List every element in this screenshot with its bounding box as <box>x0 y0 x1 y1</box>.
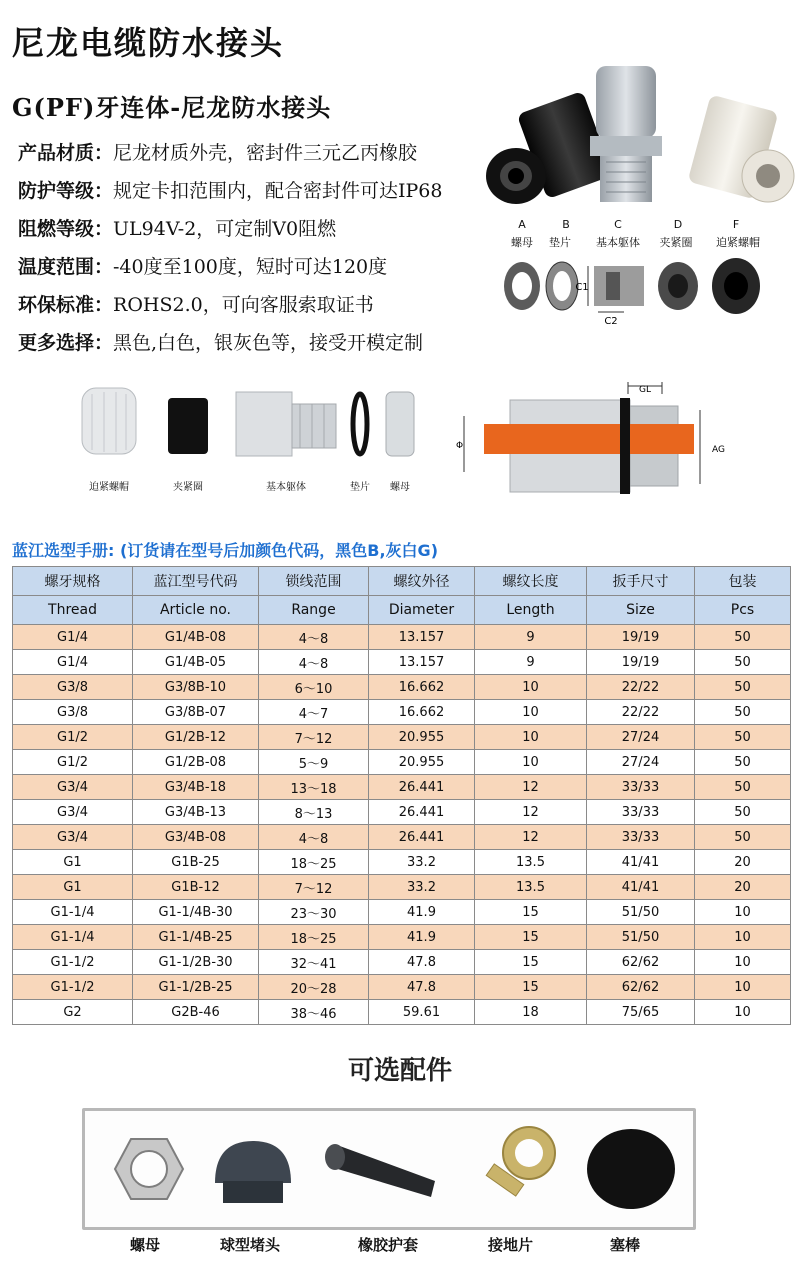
accessory-label-rubber-sleeve: 橡胶护套 <box>358 1236 419 1254</box>
parts-diagram <box>498 216 800 336</box>
table-row <box>13 700 791 725</box>
table-cell: 33.2 <box>369 875 475 900</box>
accessories-title: 可选配件 <box>347 1056 452 1086</box>
spec-material: 产品材质：尼龙材质外壳，密封件三元乙丙橡胶 <box>18 142 418 164</box>
table-cell: 20.955 <box>369 725 475 750</box>
table-cell: 41/41 <box>587 875 695 900</box>
table-row <box>13 950 791 975</box>
table-cell: 6～10 <box>259 675 369 700</box>
dome-plug-image <box>215 1141 291 1203</box>
table-cell: 26.441 <box>369 825 475 850</box>
grounding-tab-image <box>486 1127 555 1196</box>
table-cell: G3/4 <box>13 800 133 825</box>
column-header: Range <box>259 596 369 625</box>
exploded-label: 基本躯体 <box>266 482 306 493</box>
table-cell: G3/4B-08 <box>133 825 259 850</box>
spec-flame: 阻燃等级：UL94V-2，可定制V0阻燃 <box>18 218 337 240</box>
table-cell: G1-1/2B-30 <box>133 950 259 975</box>
table-cell: G1 <box>13 875 133 900</box>
table-cell: G1B-25 <box>133 850 259 875</box>
table-cell: G1-1/2B-25 <box>133 975 259 1000</box>
table-cell: 27/24 <box>587 725 695 750</box>
table-cell: 27/24 <box>587 750 695 775</box>
table-cell: 41.9 <box>369 925 475 950</box>
table-cell: G3/4B-18 <box>133 775 259 800</box>
table-cell: 62/62 <box>587 975 695 1000</box>
product-subtitle: G(PF)牙连体-尼龙防水接头 <box>12 93 332 122</box>
table-cell: 13～18 <box>259 775 369 800</box>
table-row <box>13 775 791 800</box>
table-cell: 50 <box>695 675 791 700</box>
table-cell: G3/4 <box>13 825 133 850</box>
table-cell: G3/4B-13 <box>133 800 259 825</box>
rubber-sleeve-image <box>325 1144 435 1197</box>
table-cell: 15 <box>475 975 587 1000</box>
table-cell: 10 <box>695 950 791 975</box>
table-cell: 75/65 <box>587 1000 695 1025</box>
table-cell: G3/8B-10 <box>133 675 259 700</box>
table-cell: 22/22 <box>587 700 695 725</box>
accessories-photos <box>85 1111 693 1227</box>
accessories-panel <box>82 1108 696 1230</box>
column-header: 蓝江型号代码 <box>133 567 259 596</box>
table-cell: G1-1/4B-30 <box>133 900 259 925</box>
spec-protection: 防护等级：规定卡扣范围内，配合密封件可达IP68 <box>18 180 443 202</box>
table-cell: 5～9 <box>259 750 369 775</box>
column-header: Diameter <box>369 596 475 625</box>
table-body <box>13 625 791 1025</box>
table-cell: 12 <box>475 825 587 850</box>
column-header: 包装 <box>695 567 791 596</box>
column-header: 扳手尺寸 <box>587 567 695 596</box>
table-cell: 4～8 <box>259 825 369 850</box>
table-row <box>13 750 791 775</box>
table-cell: 20.955 <box>369 750 475 775</box>
table-cell: 10 <box>695 975 791 1000</box>
table-cell: 12 <box>475 800 587 825</box>
table-cell: 7～12 <box>259 875 369 900</box>
table-cell: G1-1/4 <box>13 900 133 925</box>
table-cell: 22/22 <box>587 675 695 700</box>
table-cell: 50 <box>695 750 791 775</box>
column-header: Pcs <box>695 596 791 625</box>
column-header: 螺牙规格 <box>13 567 133 596</box>
column-header: 螺纹外径 <box>369 567 475 596</box>
white-gland <box>688 94 794 202</box>
table-cell: G3/8B-07 <box>133 700 259 725</box>
table-cell: G2B-46 <box>133 1000 259 1025</box>
table-cell: 41.9 <box>369 900 475 925</box>
selection-manual-title: 蓝江选型手册: (订货请在型号后加颜色代码，黑色B,灰白G) <box>12 541 439 560</box>
table-cell: 15 <box>475 950 587 975</box>
exploded-label: 夹紧圈 <box>173 482 203 493</box>
table-cell: G1-1/4 <box>13 925 133 950</box>
table-cell: 13.157 <box>369 650 475 675</box>
accessory-label-dome-plug: 球型堵头 <box>220 1236 281 1254</box>
table-cell: 33/33 <box>587 800 695 825</box>
table-cell: 50 <box>695 775 791 800</box>
grey-gland <box>590 66 662 202</box>
spec-temperature: 温度范围：-40度至100度，短时可达120度 <box>18 256 388 278</box>
page-title: 尼龙电缆防水接头 <box>12 24 285 62</box>
exploded-view <box>64 382 444 502</box>
table-cell: 13.5 <box>475 875 587 900</box>
table-cell: 4～8 <box>259 650 369 675</box>
table-row <box>13 875 791 900</box>
table-cell: 10 <box>695 1000 791 1025</box>
column-header: Size <box>587 596 695 625</box>
part-name: 基本躯体 <box>596 236 640 249</box>
spec-environment: 环保标准：ROHS2.0，可向客服索取证书 <box>18 294 374 316</box>
table-cell: 26.441 <box>369 800 475 825</box>
table-cell: 51/50 <box>587 900 695 925</box>
table-row <box>13 625 791 650</box>
table-cell: 32～41 <box>259 950 369 975</box>
table-cell: 50 <box>695 700 791 725</box>
table-cell: 50 <box>695 800 791 825</box>
table-cell: G1B-12 <box>133 875 259 900</box>
accessories-labels <box>82 1234 696 1258</box>
table-cell: 20 <box>695 875 791 900</box>
table-cell: 13.157 <box>369 625 475 650</box>
dim-phi: Φ <box>456 441 464 451</box>
product-photo <box>478 58 800 218</box>
table-header-cn <box>13 567 791 596</box>
table-row <box>13 800 791 825</box>
hex-nut-image <box>115 1139 183 1199</box>
part-letter: F <box>732 218 740 231</box>
part-letter: C <box>614 218 622 231</box>
dim-c2: C2 <box>604 316 618 327</box>
part-letter: A <box>518 218 526 231</box>
table-cell: 33/33 <box>587 825 695 850</box>
table-row <box>13 725 791 750</box>
accessory-label-nut: 螺母 <box>130 1236 161 1254</box>
table-cell: 18 <box>475 1000 587 1025</box>
table-header-en <box>13 596 791 625</box>
table-cell: 59.61 <box>369 1000 475 1025</box>
table-row <box>13 900 791 925</box>
table-cell: 51/50 <box>587 925 695 950</box>
table-cell: G1/4B-05 <box>133 650 259 675</box>
table-cell: G3/8 <box>13 700 133 725</box>
table-cell: 50 <box>695 625 791 650</box>
table-cell: 16.662 <box>369 700 475 725</box>
table-cell: 50 <box>695 650 791 675</box>
column-header: 锁线范围 <box>259 567 369 596</box>
table-cell: G1/4 <box>13 625 133 650</box>
table-cell: 18～25 <box>259 850 369 875</box>
table-cell: 47.8 <box>369 975 475 1000</box>
cable-section <box>484 424 694 454</box>
part-letter: D <box>673 218 683 231</box>
exploded-label: 螺母 <box>390 482 410 493</box>
table-cell: 38～46 <box>259 1000 369 1025</box>
accessory-label-grounding-tab: 接地片 <box>488 1236 534 1254</box>
table-cell: G3/4 <box>13 775 133 800</box>
table-cell: 4～8 <box>259 625 369 650</box>
table-row <box>13 925 791 950</box>
column-header: Article no. <box>133 596 259 625</box>
spec-options: 更多选择：黑色,白色，银灰色等，接受开模定制 <box>18 332 424 354</box>
part-letter: B <box>562 218 570 231</box>
table-cell: G1-1/2 <box>13 975 133 1000</box>
table-cell: G1/2B-08 <box>133 750 259 775</box>
part-name: 迫紧螺帽 <box>716 236 760 249</box>
table-cell: 10 <box>695 925 791 950</box>
table-cell: 12 <box>475 775 587 800</box>
table-cell: 10 <box>695 900 791 925</box>
table-row <box>13 975 791 1000</box>
table-cell: G1/2B-12 <box>133 725 259 750</box>
table-cell: 10 <box>475 725 587 750</box>
dim-gl: GL <box>639 385 651 395</box>
table-row <box>13 650 791 675</box>
table-cell: G1 <box>13 850 133 875</box>
cross-section-diagram <box>448 380 758 510</box>
table-cell: 15 <box>475 900 587 925</box>
table-cell: 26.441 <box>369 775 475 800</box>
part-name: 垫片 <box>549 236 571 249</box>
selection-table <box>12 566 791 1025</box>
table-cell: 15 <box>475 925 587 950</box>
table-cell: G1/2 <box>13 725 133 750</box>
table-cell: G2 <box>13 1000 133 1025</box>
table-cell: 16.662 <box>369 675 475 700</box>
table-cell: 41/41 <box>587 850 695 875</box>
part-name: 螺母 <box>511 236 533 249</box>
column-header: Length <box>475 596 587 625</box>
table-cell: 10 <box>475 700 587 725</box>
table-cell: 19/19 <box>587 650 695 675</box>
accessory-label-blanking-plug: 塞棒 <box>610 1236 641 1254</box>
table-cell: 20 <box>695 850 791 875</box>
table-cell: 50 <box>695 825 791 850</box>
table-cell: 23～30 <box>259 900 369 925</box>
part-name: 夹紧圈 <box>659 236 693 249</box>
table-cell: 18～25 <box>259 925 369 950</box>
table-cell: G1-1/4B-25 <box>133 925 259 950</box>
table-cell: 50 <box>695 725 791 750</box>
table-cell: 10 <box>475 750 587 775</box>
table-cell: 10 <box>475 675 587 700</box>
table-cell: G3/8 <box>13 675 133 700</box>
table-cell: 47.8 <box>369 950 475 975</box>
table-cell: 4～7 <box>259 700 369 725</box>
table-cell: 33.2 <box>369 850 475 875</box>
table-cell: 9 <box>475 625 587 650</box>
table-cell: 62/62 <box>587 950 695 975</box>
exploded-label: 垫片 <box>350 482 370 493</box>
table-cell: 33/33 <box>587 775 695 800</box>
column-header: Thread <box>13 596 133 625</box>
table-cell: 8～13 <box>259 800 369 825</box>
table-cell: G1-1/2 <box>13 950 133 975</box>
spec-list <box>18 134 488 362</box>
table-row <box>13 825 791 850</box>
table-cell: G1/4B-08 <box>133 625 259 650</box>
table-cell: 7～12 <box>259 725 369 750</box>
table-cell: G1/4 <box>13 650 133 675</box>
table-cell: 20～28 <box>259 975 369 1000</box>
blanking-plug-image <box>587 1129 675 1209</box>
dim-ag: AG <box>712 445 725 455</box>
column-header: 螺纹长度 <box>475 567 587 596</box>
dim-c1: C1 <box>575 282 589 293</box>
table-cell: G1/2 <box>13 750 133 775</box>
table-cell: 9 <box>475 650 587 675</box>
exploded-label: 迫紧螺帽 <box>89 482 129 493</box>
table-row <box>13 675 791 700</box>
table-row <box>13 1000 791 1025</box>
table-row <box>13 850 791 875</box>
table-cell: 19/19 <box>587 625 695 650</box>
table-cell: 13.5 <box>475 850 587 875</box>
